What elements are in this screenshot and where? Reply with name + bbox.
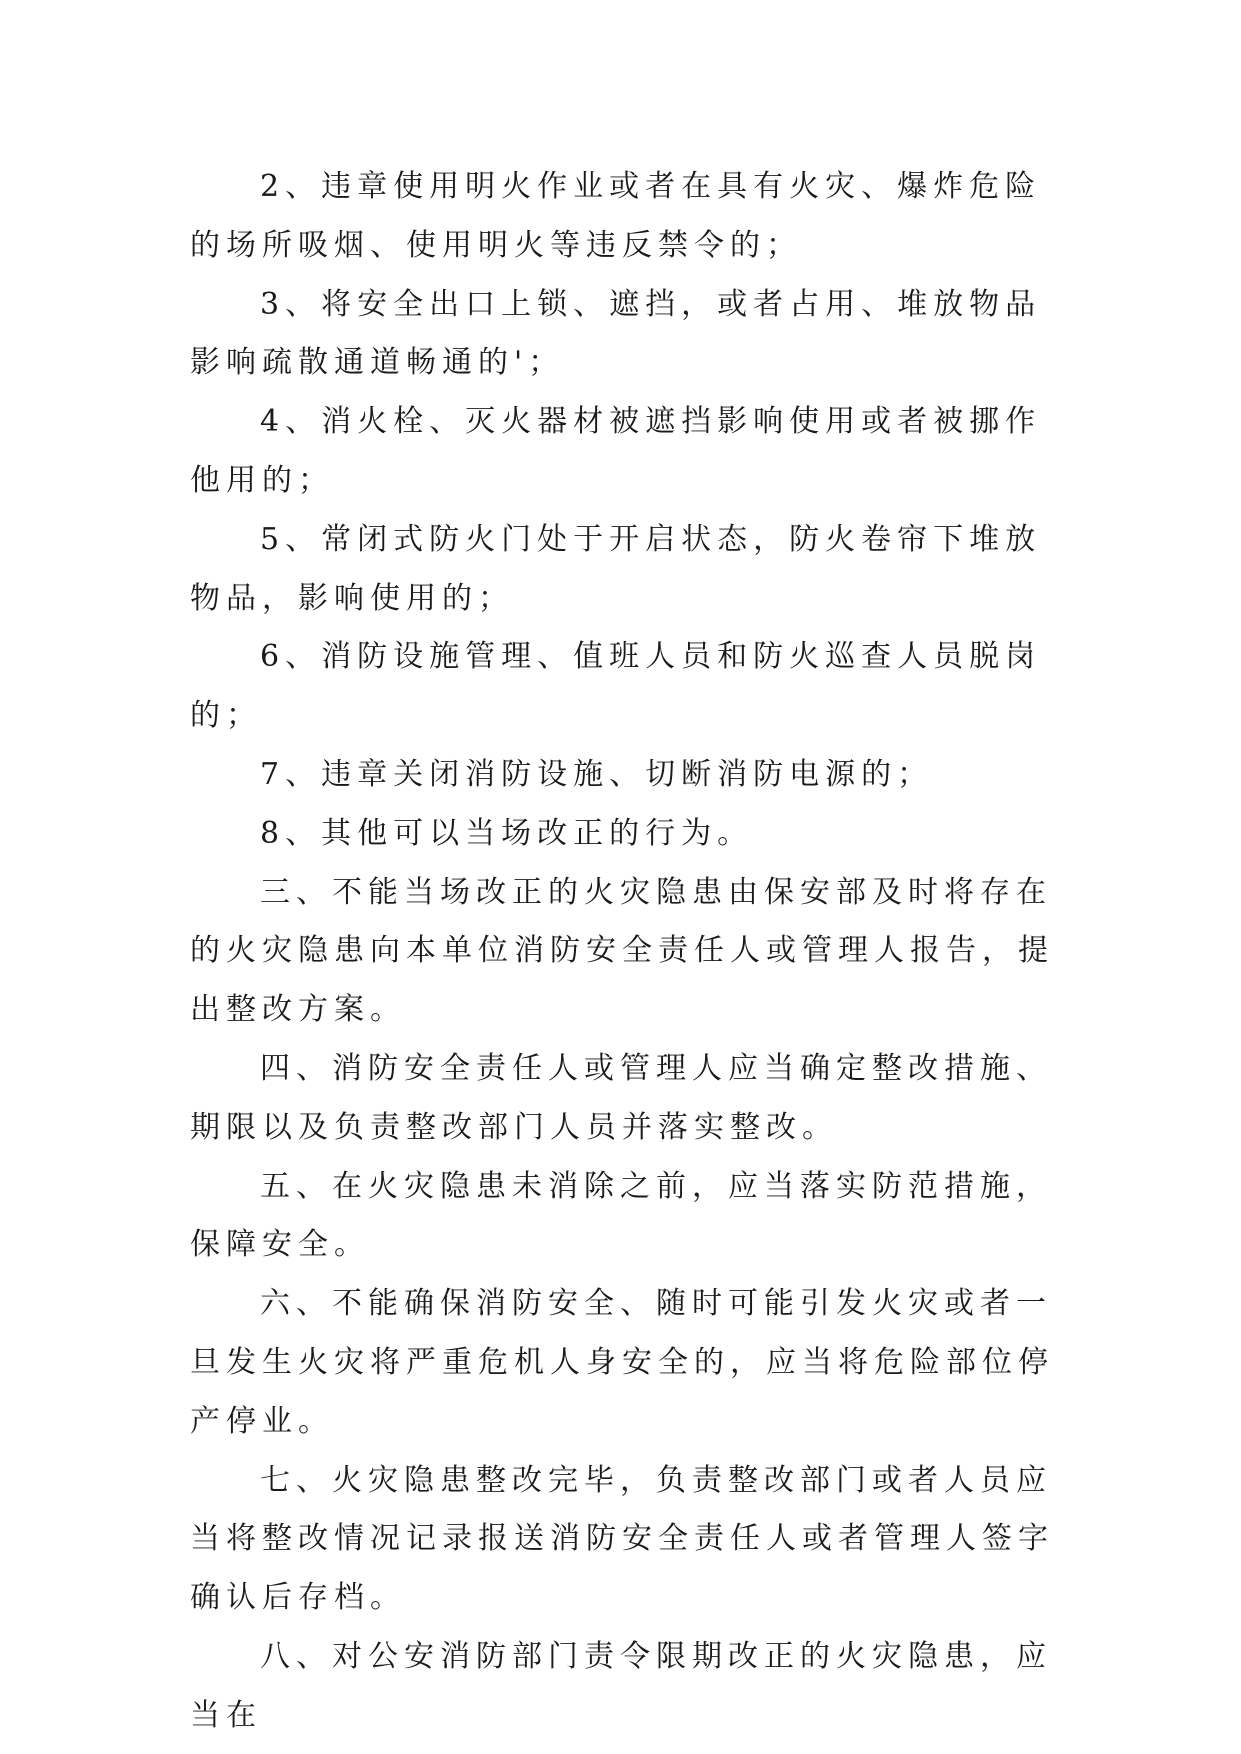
paragraph-item-5: 5、常闭式防火门处于开启状态，防火卷帘下堆放物品，影响使用的；	[190, 521, 1042, 616]
paragraph-item-6: 6、消防设施管理、值班人员和防火巡查人员脱岗的；	[190, 639, 1042, 734]
paragraph-item-8: 8、其他可以当场改正的行为。	[260, 815, 754, 851]
paragraph-section-6: 六、不能确保消防安全、随时可能引发火灾或者一旦发生火灾将严重危机人身安全的，应当将危险部位停产停业。	[190, 1286, 1054, 1439]
paragraph-section-8: 八、对公安消防部门责令限期改正的火灾隐患，应当在	[190, 1638, 1052, 1733]
paragraph-item-2: 2、违章使用明火作业或者在具有火灾、爆炸危险的场所吸烟、使用明火等违反禁令的；	[190, 169, 1042, 263]
paragraph-item-7: 7、违章关闭消防设施、切断消防电源的；	[260, 756, 934, 792]
paragraph-section-5: 五、在火灾隐患未消除之前，应当落实防范措施，保障安全。	[190, 1168, 1052, 1263]
paragraph-section-3: 三、不能当场改正的火灾隐患由保安部及时将存在的火灾隐患向本单位消防安全责任人或管理人报告，提出整改方案。	[190, 874, 1054, 1028]
paragraph-section-4: 四、消防安全责任人或管理人应当确定整改措施、期限以及负责整改部门人员并落实整改。	[190, 1050, 1052, 1145]
document-body	[190, 158, 1060, 1746]
paragraph-item-3: 3、将安全出口上锁、遮挡，或者占用、堆放物品影响疏散通道畅通的'；	[190, 286, 1042, 381]
paragraph-section-7: 七、火灾隐患整改完毕，负责整改部门或者人员应当将整改情况记录报送消防安全责任人或者管理人签字确认后存档。	[190, 1462, 1054, 1616]
paragraph-item-4: 4、消火栓、灭火器材被遮挡影响使用或者被挪作他用的；	[190, 404, 1042, 498]
